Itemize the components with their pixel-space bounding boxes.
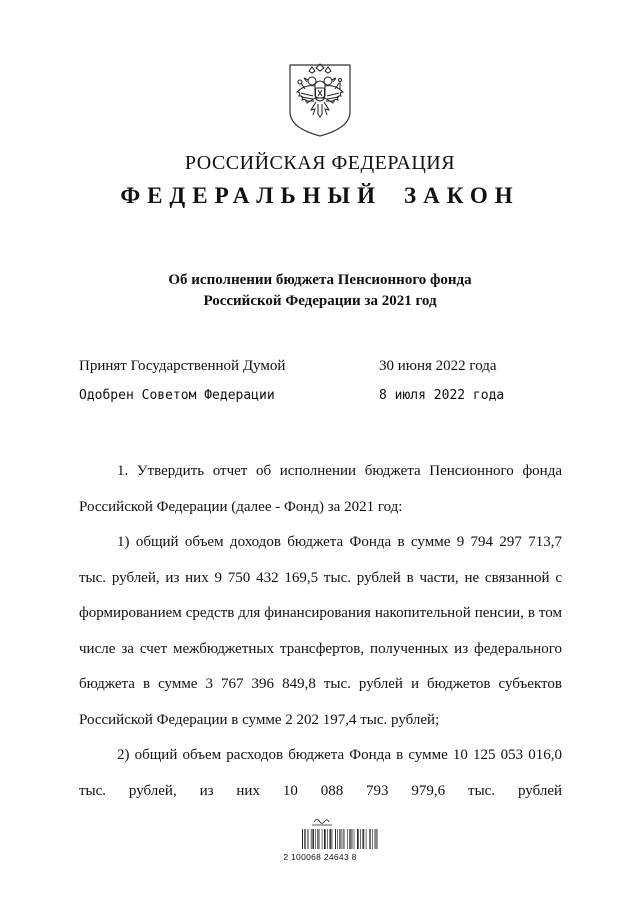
barcode-bar: [304, 829, 305, 849]
barcode-bar: [369, 829, 370, 849]
law-title-line-2: Российской Федерации за 2021 год: [203, 293, 437, 309]
country-name: РОССИЙСКАЯ ФЕДЕРАЦИЯ: [184, 152, 456, 174]
barcode-bar: [366, 829, 367, 849]
barcode-bar: [377, 829, 378, 849]
law-body: [79, 454, 562, 809]
barcode-bar: [330, 829, 331, 849]
council-approval-label: Одобрен Советом Федерации: [79, 388, 275, 403]
barcode-bar: [343, 829, 344, 849]
law-title: [0, 270, 640, 312]
barcode-bar: [360, 829, 361, 849]
barcode-bar: [313, 829, 314, 849]
article-1-item-1: 1) общий объем доходов бюджета Фонда в сумме 9 794 297 713,7 тыс. рублей, из них 9 750 432 169,5 тыс. рублей в части, не связанной с формированием средств для финансирования накопительной пенсии, в том числе за счет межбюджетных трансфертов, полученных из федерального бюджета в сумме 3 767 396 849,8 тыс. рублей и бюджетов субъектов Российской Федерации в сумме 2 202 197,4 тыс. рублей;: [79, 534, 562, 728]
barcode-bar: [311, 829, 312, 849]
barcode-bar: [375, 829, 376, 849]
duma-adoption-label: Принят Государственной Думой: [79, 358, 286, 374]
barcode-bar: [305, 829, 306, 849]
barcode-bar: [344, 829, 345, 849]
barcode-bar: [372, 829, 373, 849]
barcode-bar: [370, 829, 371, 849]
barcode-number: 2 100068 24643 8: [283, 852, 357, 862]
barcode-bar: [327, 829, 328, 849]
barcode-bar: [354, 829, 355, 849]
barcode-bar: [331, 829, 332, 849]
barcode-bar: [357, 829, 358, 849]
council-approval-date: 8 июля 2022 года: [379, 388, 505, 403]
barcode-bar: [317, 829, 318, 849]
barcode-bar: [363, 829, 364, 849]
barcode-bar: [349, 829, 350, 849]
barcode-bar: [315, 829, 316, 849]
barcode-bar: [358, 829, 359, 849]
barcode-bar: [319, 829, 320, 849]
law-type-word-federal: ФЕДЕРАЛЬНЫЙ: [120, 183, 383, 208]
russian-coat-of-arms-icon: [287, 62, 353, 138]
barcode-bar: [325, 829, 326, 849]
article-1-item-2: 2) общий объем расходов бюджета Фонда в сумме 10 125 053 016,0 тыс. рублей, из них 10 088 793 979,6 тыс. рублей: [79, 747, 562, 799]
barcode-bar: [341, 829, 342, 849]
barcode-bar: [376, 829, 377, 849]
barcode-bar: [332, 829, 333, 849]
barcode-bar: [322, 829, 323, 849]
barcode-bar: [347, 829, 348, 849]
law-type-word-law: ЗАКОН: [404, 183, 520, 208]
barcode-bar: [337, 829, 338, 849]
barcode-bar: [350, 829, 351, 849]
barcode-bar: [364, 829, 365, 849]
barcode-bar: [308, 829, 309, 849]
duma-adoption-date: 30 июня 2022 года: [379, 358, 497, 374]
barcode-bar: [312, 829, 313, 849]
barcode-bar: [339, 829, 340, 849]
barcode-bar: [335, 829, 336, 849]
law-title-line-1: Об исполнении бюджета Пенсионного фонда: [168, 272, 472, 288]
article-1-intro: 1. Утвердить отчет об исполнении бюджета Пенсионного фонда Российской Федерации (далее - Фонд) за 2021 год:: [79, 463, 562, 515]
barcode-bar: [302, 829, 303, 849]
signature-stamp-icon: [312, 820, 332, 826]
barcode-bar: [352, 829, 353, 849]
barcode-bar: [324, 829, 325, 849]
law-type-heading: [0, 183, 640, 209]
